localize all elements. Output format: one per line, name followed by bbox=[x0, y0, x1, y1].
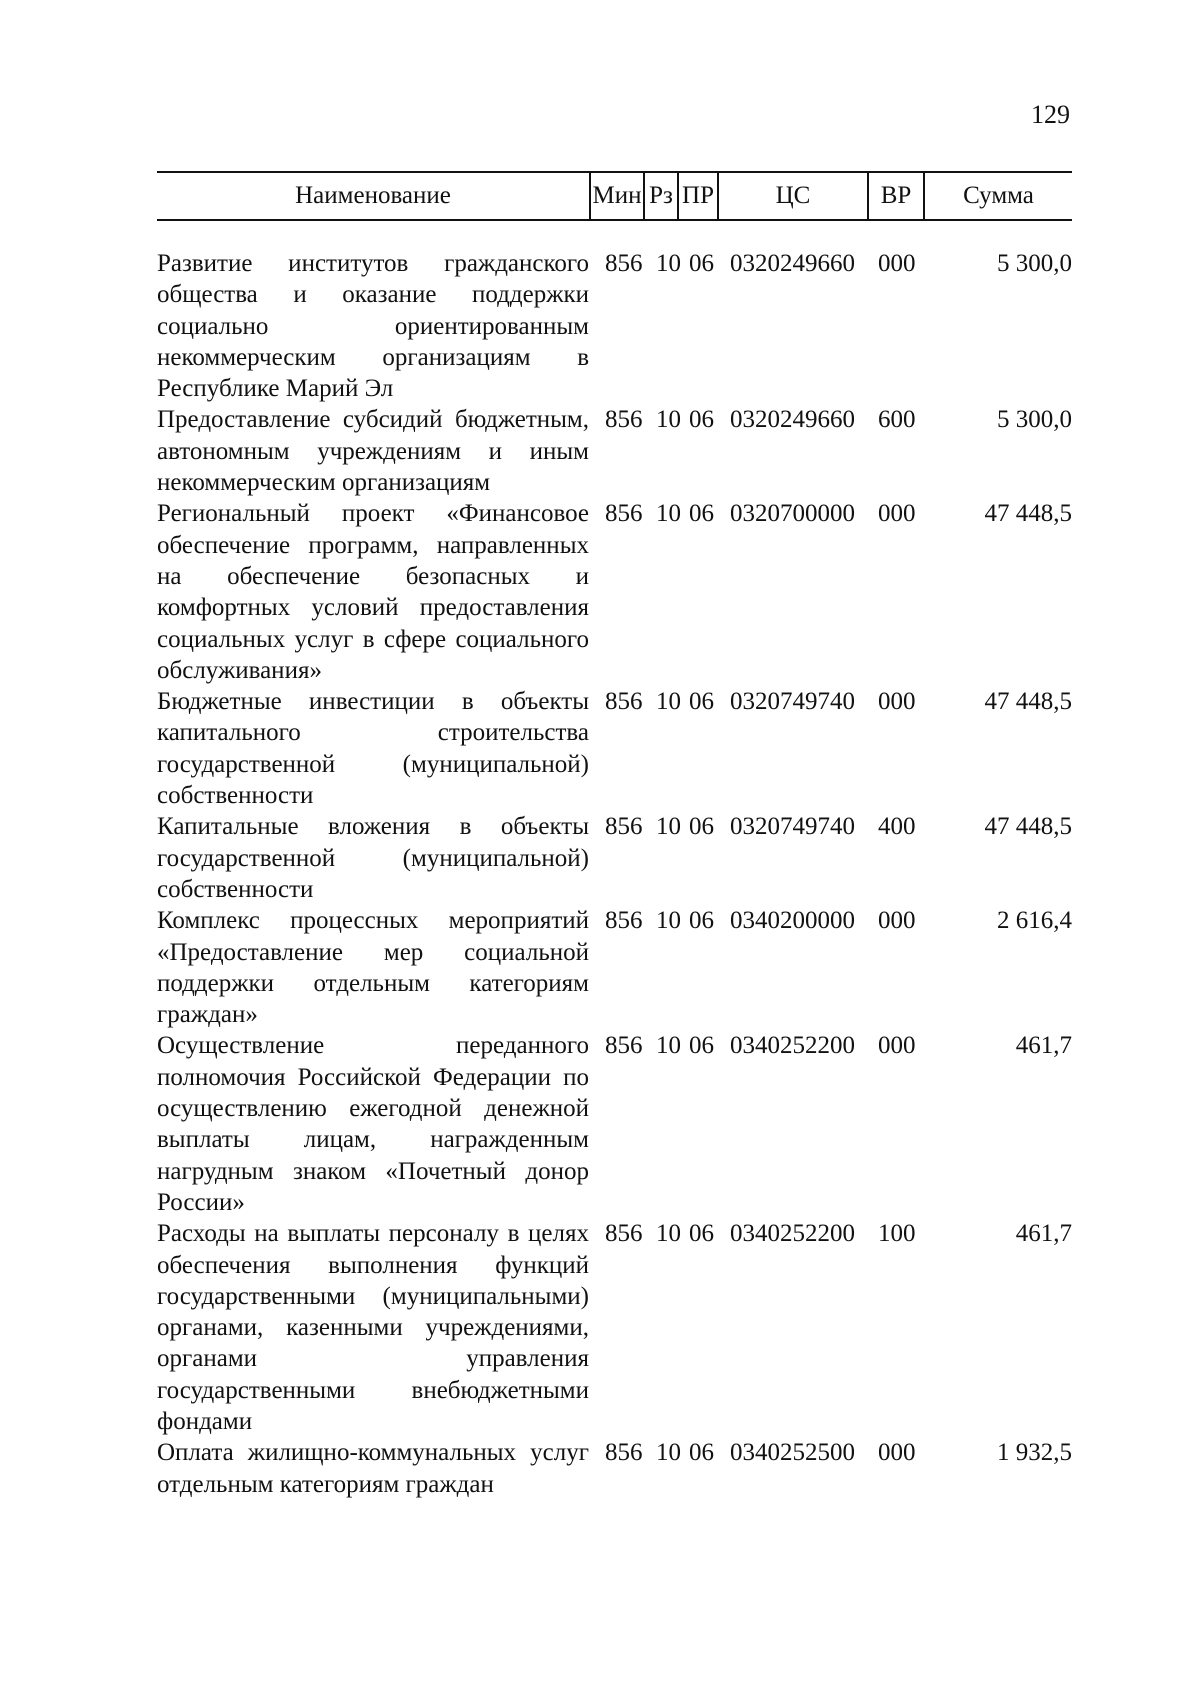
table-row bbox=[157, 1030, 1072, 1218]
row-vr: 100 bbox=[878, 1220, 916, 1248]
row-pr: 06 bbox=[689, 406, 714, 434]
row-sum: 47 448,5 bbox=[984, 813, 1072, 841]
table-row bbox=[157, 248, 1072, 404]
row-sum: 461,7 bbox=[1015, 1220, 1072, 1248]
page-number: 129 bbox=[1031, 100, 1070, 129]
row-rz: 10 bbox=[656, 250, 681, 277]
row-name: Оплата жилищно-коммунальных услуг отдельным категориям граждан bbox=[157, 1439, 589, 1498]
row-pr: 06 bbox=[689, 250, 714, 277]
table-row bbox=[157, 686, 1072, 811]
row-rz: 10 bbox=[656, 907, 681, 935]
row-name: Расходы на выплаты персоналу в целях обеспечения выполнения функций государственными (муниципальными) органами, казенными учреждениями, органами управления государственными внебюджетными фондами bbox=[157, 1220, 589, 1435]
budget-table bbox=[157, 171, 1072, 1500]
row-cs: 0320749740 bbox=[730, 813, 855, 841]
row-cs: 0320249660 bbox=[730, 250, 855, 277]
header-cs: ЦС bbox=[775, 182, 811, 209]
table-row bbox=[157, 1218, 1072, 1437]
table-row bbox=[157, 1437, 1072, 1500]
row-name: Предоставление субсидий бюджетным, автономным учреждениям и иным некоммерческим организациям bbox=[157, 406, 589, 497]
row-min: 856 bbox=[605, 1220, 643, 1248]
row-rz: 10 bbox=[656, 1220, 681, 1248]
row-name: Региональный проект «Финансовое обеспечение программ, направленных на обеспечение безопасных и комфортных условий предоставления социальных услуг в сфере социального обслуживания» bbox=[157, 500, 589, 684]
row-vr: 000 bbox=[878, 1032, 916, 1060]
row-name: Комплекс процессных мероприятий «Предоставление мер социальной поддержки отдельным категориям граждан» bbox=[157, 907, 589, 1029]
row-sum: 461,7 bbox=[1015, 1032, 1072, 1060]
row-min: 856 bbox=[605, 1439, 643, 1467]
row-rz: 10 bbox=[656, 500, 681, 528]
row-cs: 0340252200 bbox=[730, 1220, 855, 1248]
table-header bbox=[157, 171, 1072, 221]
header-vr: ВР bbox=[880, 182, 912, 209]
row-min: 856 bbox=[605, 1032, 643, 1060]
row-cs: 0340252200 bbox=[730, 1032, 855, 1060]
row-cs: 0320700000 bbox=[730, 500, 855, 528]
row-pr: 06 bbox=[689, 1439, 714, 1467]
row-vr: 000 bbox=[878, 1439, 916, 1467]
header-sum: Сумма bbox=[963, 182, 1034, 209]
row-vr: 600 bbox=[878, 406, 916, 434]
row-min: 856 bbox=[605, 688, 643, 716]
row-cs: 0340252500 bbox=[730, 1439, 855, 1467]
row-sum: 1 932,5 bbox=[997, 1439, 1072, 1467]
row-pr: 06 bbox=[689, 500, 714, 528]
row-rz: 10 bbox=[656, 1032, 681, 1060]
row-pr: 06 bbox=[689, 1032, 714, 1060]
row-min: 856 bbox=[605, 250, 643, 277]
row-rz: 10 bbox=[656, 688, 681, 716]
row-name: Осуществление переданного полномочия Российской Федерации по осуществлению ежегодной денежной выплаты лицам, награжденным нагрудным знаком «Почетный донор России» bbox=[157, 1032, 589, 1216]
header-pr: ПР bbox=[682, 182, 714, 209]
row-rz: 10 bbox=[656, 406, 681, 434]
row-pr: 06 bbox=[689, 907, 714, 935]
row-cs: 0320749740 bbox=[730, 688, 855, 716]
row-vr: 000 bbox=[878, 907, 916, 935]
row-sum: 5 300,0 bbox=[997, 406, 1072, 434]
row-vr: 400 bbox=[878, 813, 916, 841]
header-min: Мин bbox=[592, 182, 642, 209]
header-rz: Рз bbox=[649, 182, 673, 209]
row-sum: 2 616,4 bbox=[997, 907, 1072, 935]
row-sum: 5 300,0 bbox=[997, 250, 1072, 277]
row-pr: 06 bbox=[689, 688, 714, 716]
row-name: Бюджетные инвестиции в объекты капитального строительства государственной (муниципальной) собственности bbox=[157, 688, 589, 810]
row-vr: 000 bbox=[878, 250, 916, 277]
header-name: Наименование bbox=[295, 182, 451, 209]
table-row bbox=[157, 811, 1072, 905]
row-min: 856 bbox=[605, 406, 643, 434]
table-row bbox=[157, 404, 1072, 498]
row-cs: 0340200000 bbox=[730, 907, 855, 935]
table-row bbox=[157, 905, 1072, 1030]
row-name: Капитальные вложения в объекты государственной (муниципальной) собственности bbox=[157, 813, 589, 903]
row-rz: 10 bbox=[656, 1439, 681, 1467]
table-body bbox=[157, 248, 1072, 1500]
row-rz: 10 bbox=[656, 813, 681, 841]
row-sum: 47 448,5 bbox=[984, 500, 1072, 528]
row-min: 856 bbox=[605, 500, 643, 528]
row-sum: 47 448,5 bbox=[984, 688, 1072, 716]
row-name: Развитие институтов гражданского общества и оказание поддержки социально ориентированным некоммерческим организациям в Республике Марий Эл bbox=[157, 250, 589, 403]
row-vr: 000 bbox=[878, 500, 916, 528]
row-pr: 06 bbox=[689, 1220, 714, 1248]
table-row bbox=[157, 498, 1072, 686]
row-cs: 0320249660 bbox=[730, 406, 855, 434]
row-pr: 06 bbox=[689, 813, 714, 841]
row-min: 856 bbox=[605, 813, 643, 841]
row-min: 856 bbox=[605, 907, 643, 935]
row-vr: 000 bbox=[878, 688, 916, 716]
